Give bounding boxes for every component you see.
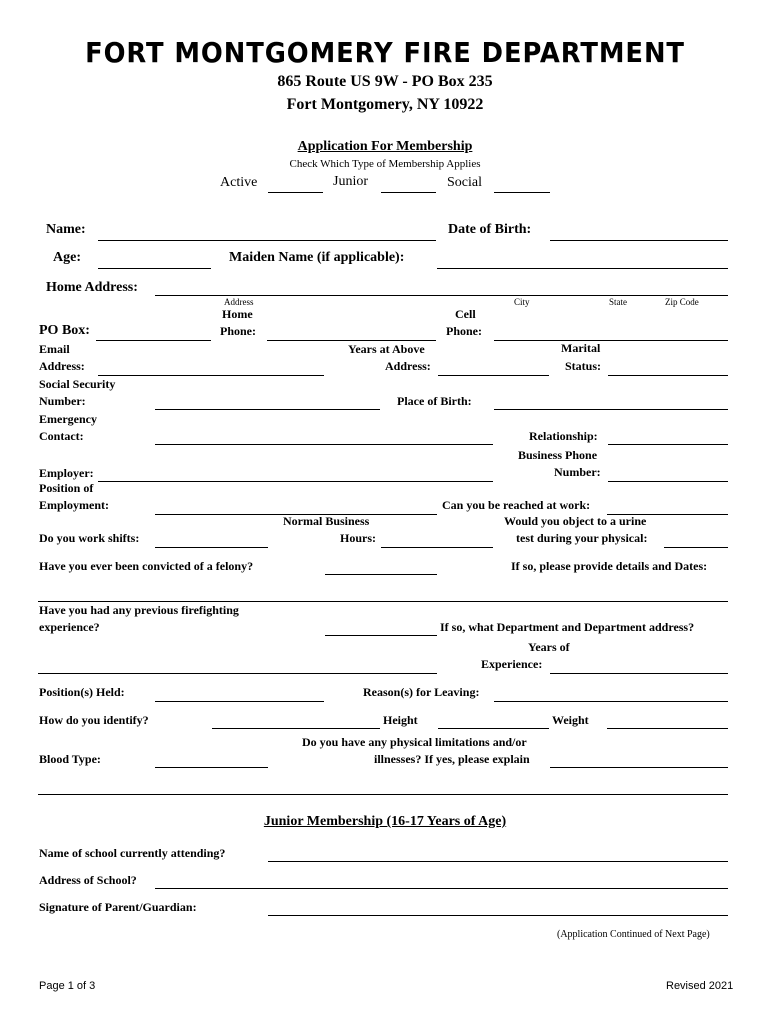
email-label: Email: [39, 342, 70, 356]
years-experience-field[interactable]: [550, 673, 728, 674]
address-line-1: 865 Route US 9W - PO Box 235: [277, 73, 493, 90]
email-address-label: Address:: [39, 359, 85, 373]
home-label: Home: [222, 307, 253, 321]
positions-held-field[interactable]: [155, 701, 324, 702]
city-sublabel: City: [514, 297, 530, 307]
felony-label: Have you ever been convicted of a felony?: [39, 559, 254, 573]
school-field[interactable]: [268, 861, 728, 862]
address-sublabel: Address: [224, 297, 254, 307]
dob-label: Date of Birth:: [448, 222, 532, 237]
application-heading: Application For Membership: [297, 139, 473, 154]
normal-hours-label-2: Hours:: [340, 531, 376, 545]
zip-sublabel: Zip Code: [665, 297, 699, 307]
felony-details-field[interactable]: [38, 601, 728, 602]
ss-number-field[interactable]: [155, 409, 380, 410]
parent-signature-label: Signature of Parent/Guardian:: [39, 900, 197, 914]
normal-hours-field[interactable]: [381, 547, 493, 548]
height-label: Height: [383, 713, 418, 727]
years-experience-label-1: Years of: [528, 640, 570, 654]
department-title: FORT MONTGOMERY FIRE DEPARTMENT: [85, 36, 685, 69]
felony-details-label: If so, please provide details and Dates:: [511, 559, 708, 573]
email-field[interactable]: [98, 375, 324, 376]
relationship-label: Relationship:: [529, 429, 598, 443]
emergency-contact-field[interactable]: [155, 444, 493, 445]
home-address-field[interactable]: [155, 295, 728, 296]
school-address-label: Address of School?: [39, 873, 137, 887]
age-label: Age:: [53, 250, 81, 265]
limitations-field[interactable]: [550, 767, 728, 768]
parent-signature-field[interactable]: [268, 915, 728, 916]
state-sublabel: State: [609, 297, 627, 307]
department-address-label: If so, what Department and Department address?: [440, 620, 695, 634]
urine-test-field[interactable]: [664, 547, 728, 548]
type-junior-field[interactable]: [381, 192, 436, 193]
reached-at-work-label: Can you be reached at work:: [442, 498, 591, 512]
name-field[interactable]: [98, 240, 436, 241]
age-field[interactable]: [98, 268, 211, 269]
firefighting-label-2: experience?: [39, 620, 100, 634]
revision-note: Revised 2021: [666, 980, 734, 992]
relationship-field[interactable]: [608, 444, 728, 445]
urine-label-2: test during your physical:: [516, 531, 648, 545]
employer-label: Employer:: [39, 466, 94, 480]
school-label: Name of school currently attending?: [39, 846, 226, 860]
home-phone-field[interactable]: [267, 340, 436, 341]
limitations-label-2: illnesses? If yes, please explain: [374, 752, 530, 766]
address-line-2: Fort Montgomery, NY 10922: [286, 96, 484, 113]
place-of-birth-field[interactable]: [494, 409, 728, 410]
marital-status-field[interactable]: [608, 375, 728, 376]
position-label-1: Position of: [39, 481, 94, 495]
marital-status-label: Status:: [565, 359, 602, 373]
department-address-field[interactable]: [38, 673, 437, 674]
position-label-2: Employment:: [39, 498, 109, 512]
type-social-label: Social: [447, 175, 482, 190]
years-at-address-label: Years at Above: [348, 342, 425, 356]
maiden-name-label: Maiden Name (if applicable):: [229, 250, 405, 265]
emergency-label-1: Emergency: [39, 412, 97, 426]
normal-hours-label-1: Normal Business: [283, 514, 370, 528]
application-subheading: Check Which Type of Membership Applies: [289, 158, 481, 170]
years-address-label: Address:: [385, 359, 431, 373]
blood-type-field[interactable]: [155, 767, 268, 768]
business-phone-label-1: Business Phone: [518, 448, 598, 462]
continued-note: (Application Continued of Next Page): [557, 929, 710, 940]
blood-type-label: Blood Type:: [39, 752, 101, 766]
cell-label: Cell: [455, 307, 476, 321]
marital-label: Marital: [561, 341, 601, 355]
positions-held-label: Position(s) Held:: [39, 685, 125, 699]
place-of-birth-label: Place of Birth:: [397, 394, 472, 408]
firefighting-field[interactable]: [325, 635, 437, 636]
dob-field[interactable]: [550, 240, 728, 241]
years-at-address-field[interactable]: [438, 375, 549, 376]
type-active-label: Active: [220, 175, 258, 190]
maiden-name-field[interactable]: [437, 268, 728, 269]
height-field[interactable]: [438, 728, 549, 729]
name-label: Name:: [46, 222, 86, 237]
po-box-field[interactable]: [96, 340, 211, 341]
type-active-field[interactable]: [268, 192, 323, 193]
employer-field[interactable]: [98, 481, 493, 482]
business-phone-label-2: Number:: [554, 465, 601, 479]
weight-field[interactable]: [607, 728, 728, 729]
business-phone-field[interactable]: [608, 481, 728, 482]
limitations-extra-field[interactable]: [38, 794, 728, 795]
ss-label-2: Number:: [39, 394, 86, 408]
emergency-label-2: Contact:: [39, 429, 84, 443]
page-number: Page 1 of 3: [39, 980, 96, 992]
limitations-label-1: Do you have any physical limitations and/or: [302, 735, 527, 749]
years-experience-label-2: Experience:: [481, 657, 543, 671]
cell-phone-label: Phone:: [446, 324, 482, 338]
firefighting-label-1: Have you had any previous firefighting: [39, 603, 239, 617]
cell-phone-field[interactable]: [494, 340, 728, 341]
junior-heading: Junior Membership (16-17 Years of Age): [263, 814, 507, 829]
home-phone-label: Phone:: [220, 324, 256, 338]
shifts-field[interactable]: [155, 547, 268, 548]
urine-label-1: Would you object to a urine: [504, 514, 647, 528]
school-address-field[interactable]: [155, 888, 728, 889]
identify-field[interactable]: [212, 728, 380, 729]
reasons-leaving-label: Reason(s) for Leaving:: [363, 685, 480, 699]
ss-label-1: Social Security: [39, 377, 116, 391]
type-social-field[interactable]: [494, 192, 550, 193]
shifts-label: Do you work shifts:: [39, 531, 140, 545]
type-junior-label: Junior: [333, 174, 368, 189]
po-box-label: PO Box:: [39, 323, 90, 338]
home-address-label: Home Address:: [46, 280, 138, 295]
reasons-leaving-field[interactable]: [494, 701, 728, 702]
identify-label: How do you identify?: [39, 713, 149, 727]
felony-field[interactable]: [325, 574, 437, 575]
weight-label: Weight: [552, 713, 589, 727]
